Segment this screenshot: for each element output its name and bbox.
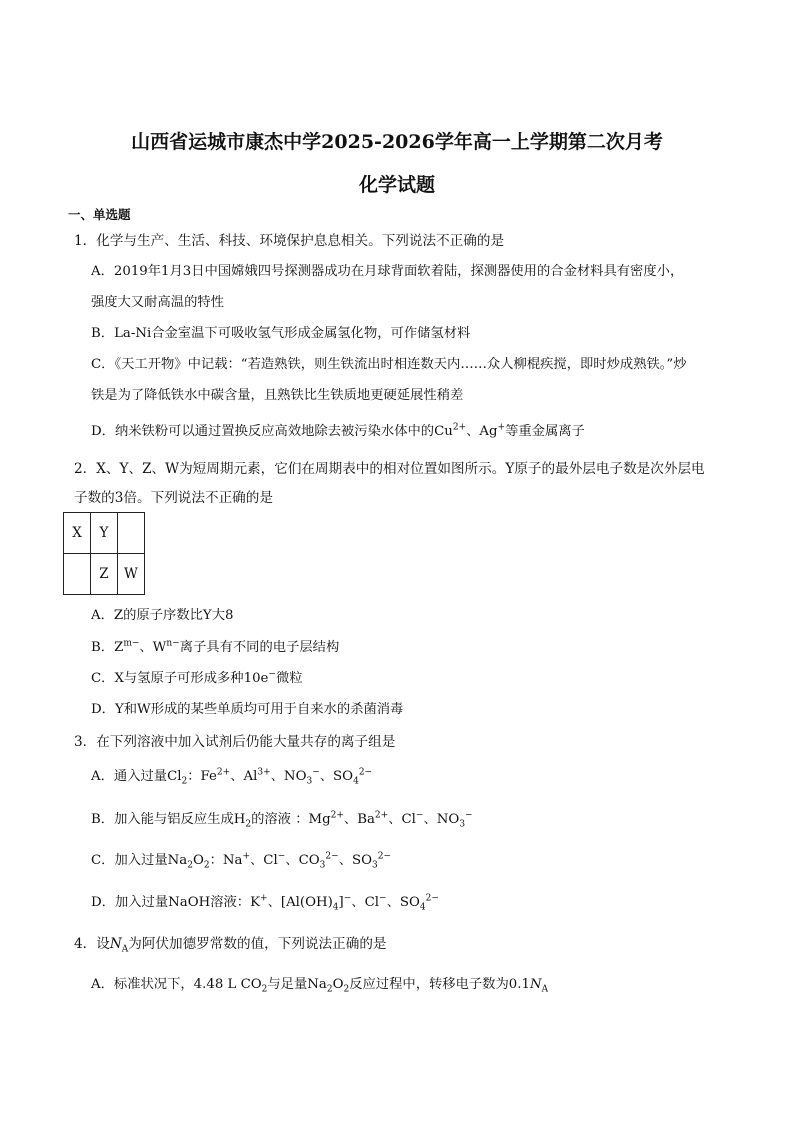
table-cell: Z bbox=[91, 554, 118, 595]
table-cell: Y bbox=[91, 513, 118, 554]
q4-option-a: A．标准状况下，4.48 L $CO_2$与足量$Na_2O_2$反应过程中，转移电子数为$0.1N_A$ bbox=[91, 977, 549, 995]
page-title: 山西省运城市康杰中学2025-2026学年高一上学期第二次月考 bbox=[131, 131, 663, 153]
q1-option-b: B．La-Ni合金室温下可吸收氢气形成金属氢化物，可作储氢材料 bbox=[91, 326, 471, 341]
q2-option-a: A．Z的原子序数比Y大8 bbox=[91, 608, 234, 623]
q1-option-a: A．2019年1月3日中国嫦娥四号探测器成功在月球背面软着陆，探测器使用的合金材料具有密度小， bbox=[91, 264, 684, 279]
q2-option-c: C．X与氢原子可形成多种10e−微粒 bbox=[91, 669, 303, 686]
q3-stem: 3．在下列溶液中加入试剂后仍能大量共存的离子组是 bbox=[74, 734, 396, 750]
table-cell bbox=[118, 513, 145, 554]
q2-stem: 2．X、Y、Z、W为短周期元素，它们在周期表中的相对位置如图所示。Y原子的最外层电子数是次外层电 bbox=[74, 461, 705, 477]
q3-option-d: D．加入过量NaOH溶液：K+、$[Al(OH)_4]^-$、Cl−、$SO_4^{2-}$ bbox=[91, 893, 439, 913]
q1-option-c: C．《天工开物》中记载：“若造熟铁，则生铁流出时相连数天内……众人柳棍疾搅，即时炒成熟铁。”炒 bbox=[91, 357, 687, 372]
q3-option-c: C．加入过量$Na_2O_2$：Na+、Cl−、$CO_3^{2-}$、$SO_3^{2-}$ bbox=[91, 851, 392, 871]
q1-option-d: D．纳米铁粉可以通过置换反应高效地除去被污染水体中的$Cu^{2+}$、Ag+等重金属离子 bbox=[91, 422, 585, 439]
q2-option-b: B．$Z^{m-}$、$W^{n-}$离子具有不同的电子层结构 bbox=[91, 638, 340, 655]
table-cell: X bbox=[64, 513, 91, 554]
q3-option-a: A．通入过量$Cl_2$：$Fe^{2+}$、$Al^{3+}$、$NO_3^-$、$SO_4^{2-}$ bbox=[91, 767, 373, 787]
q1-option-a-cont: 强度大又耐高温的特性 bbox=[91, 295, 224, 310]
q2-stem-cont: 子数的3倍。下列说法不正确的是 bbox=[74, 490, 273, 506]
table-cell: W bbox=[118, 554, 145, 595]
q1-option-c-cont: 铁是为了降低铁水中碳含量，且熟铁比生铁质地更硬延展性稍差 bbox=[91, 388, 464, 403]
page-subtitle: 化学试题 bbox=[358, 174, 435, 196]
q2-option-d: D．Y和W形成的某些单质均可用于自来水的杀菌消毒 bbox=[91, 702, 404, 717]
q4-stem: 4．设$N_A$为阿伏加德罗常数的值，下列说法正确的是 bbox=[74, 936, 387, 955]
q1-stem: 1．化学与生产、生活、科技、环境保护息息相关。下列说法不正确的是 bbox=[74, 233, 505, 249]
section-heading: 一、单选题 bbox=[68, 207, 131, 222]
q3-option-b: B．加入能与铝反应生成$H_2$的溶液 ：$Mg^{2+}$、$Ba^{2+}$、Cl−、$NO_3^-$ bbox=[91, 810, 473, 830]
table-cell bbox=[64, 554, 91, 595]
periodic-table-fragment bbox=[63, 512, 145, 595]
